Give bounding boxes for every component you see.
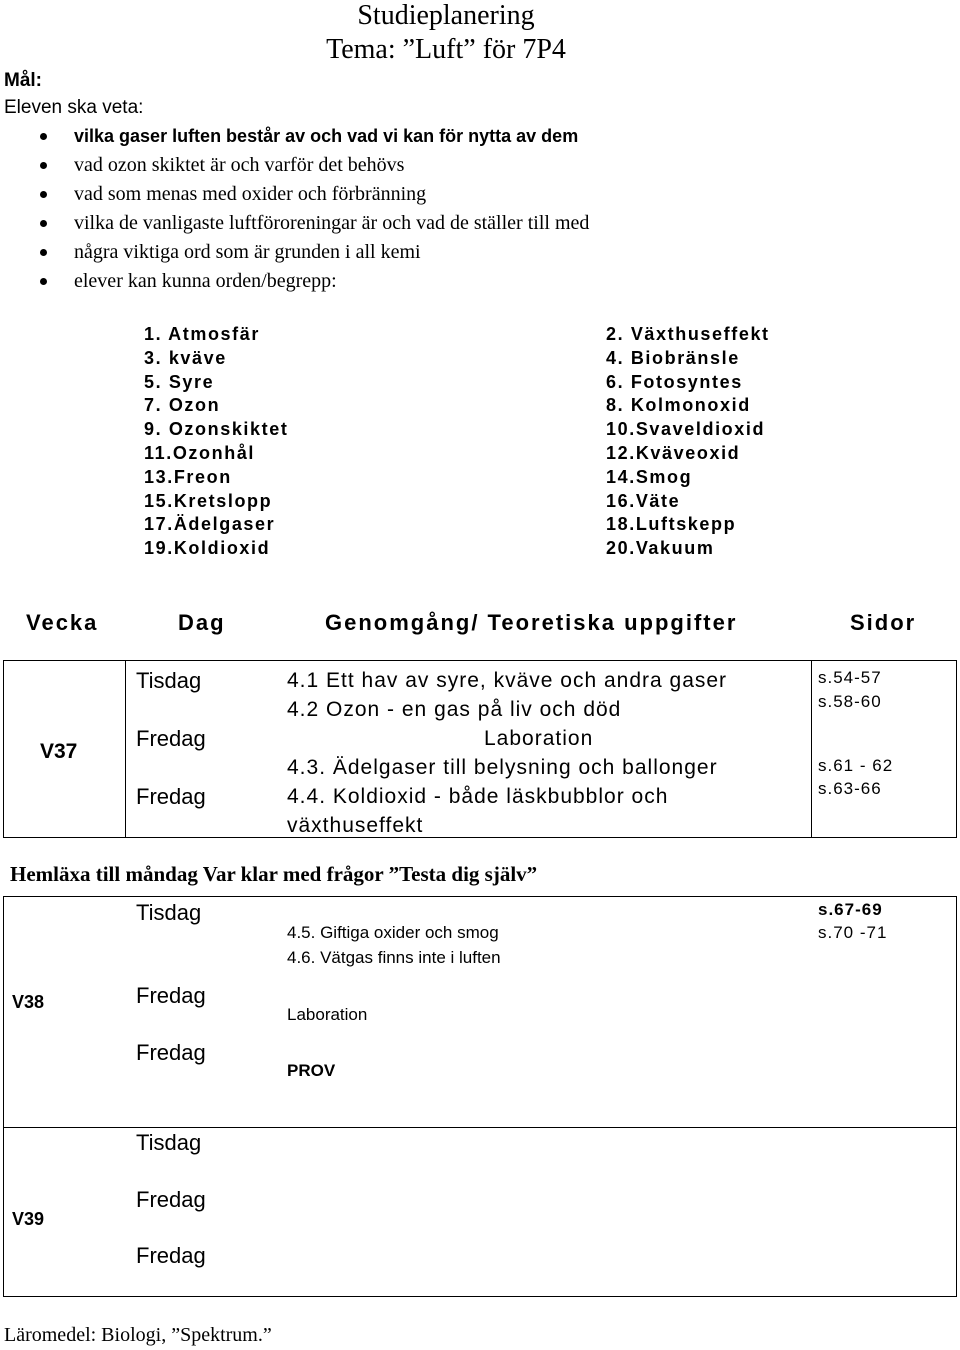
day-label: Tisdag bbox=[136, 900, 202, 925]
bullet-icon bbox=[40, 191, 47, 198]
terms-left-column bbox=[144, 323, 288, 561]
table-border bbox=[956, 660, 957, 838]
lesson-topic: 4.6. Vätgas finns inte i luften bbox=[287, 948, 501, 967]
day-label: Fredag bbox=[136, 1243, 206, 1268]
week-label: V38 bbox=[12, 992, 45, 1012]
week-label: V37 bbox=[40, 740, 78, 763]
term-item: 3. kväve bbox=[144, 347, 227, 368]
table-border bbox=[3, 896, 957, 897]
page-range: s.58-60 bbox=[818, 692, 882, 711]
table-border bbox=[956, 896, 957, 1297]
column-header-topic: Genomgång/ Teoretiska uppgifter bbox=[325, 610, 738, 635]
lesson-topic: Laboration bbox=[484, 727, 594, 750]
term-item: 15.Kretslopp bbox=[144, 490, 273, 511]
bullet-icon bbox=[40, 162, 47, 169]
lesson-topic: 4.2 Ozon - en gas på liv och död bbox=[287, 698, 622, 721]
day-label: Tisdag bbox=[136, 668, 202, 693]
day-label: Tisdag bbox=[136, 1130, 202, 1155]
exam-label: PROV bbox=[287, 1061, 336, 1080]
page-range: s.54-57 bbox=[818, 668, 882, 687]
term-item: 6. Fotosyntes bbox=[606, 371, 743, 392]
term-item: 11.Ozonhål bbox=[144, 442, 256, 463]
term-item: 7. Ozon bbox=[144, 395, 221, 416]
term-item: 16.Väte bbox=[606, 490, 681, 511]
page-range: s.70 -71 bbox=[818, 923, 888, 942]
terms-right-column bbox=[606, 323, 770, 561]
lesson-topic: Laboration bbox=[287, 1005, 368, 1024]
term-item: 2. Växthuseffekt bbox=[606, 324, 770, 344]
bullet-icon bbox=[40, 249, 47, 256]
goal-item: vilka gaser luften består av och vad vi kan för nytta av dem bbox=[0, 122, 589, 151]
column-header-day: Dag bbox=[178, 610, 226, 635]
term-item: 17.Ädelgaser bbox=[144, 514, 276, 535]
day-label: Fredag bbox=[136, 784, 206, 809]
goal-item: vilka de vanligaste luftföroreningar är och vad de ställer till med bbox=[0, 209, 589, 238]
term-item: 20.Vakuum bbox=[606, 538, 715, 559]
table-border bbox=[3, 1296, 957, 1297]
term-item: 18.Luftskepp bbox=[606, 514, 737, 535]
day-label: Fredag bbox=[136, 1187, 206, 1212]
table-border bbox=[3, 837, 957, 838]
goal-item: vad som menas med oxider och förbränning bbox=[0, 180, 589, 209]
day-label: Fredag bbox=[136, 983, 206, 1008]
term-item: 13.Freon bbox=[144, 466, 232, 487]
table-border bbox=[3, 896, 4, 1297]
table-border bbox=[3, 1127, 957, 1128]
term-item: 14.Smog bbox=[606, 466, 693, 487]
bullet-icon bbox=[40, 133, 47, 140]
lesson-topic: växthuseffekt bbox=[287, 814, 424, 837]
term-item: 4. Biobränsle bbox=[606, 347, 740, 368]
table-border bbox=[125, 660, 126, 838]
term-item: 8. Kolmonoxid bbox=[606, 395, 751, 416]
term-item: 19.Koldioxid bbox=[144, 538, 271, 559]
page-title: Studieplanering bbox=[357, 0, 535, 31]
lesson-topic: 4.1 Ett hav av syre, kväve och andra gaser bbox=[287, 669, 728, 692]
goal-item: elever kan kunna orden/begrepp: bbox=[0, 267, 589, 296]
homework-note: Hemläxa till måndag Var klar med frågor ”Testa dig själv” bbox=[10, 862, 538, 886]
week-label: V39 bbox=[12, 1209, 45, 1229]
goal-item: några viktiga ord som är grunden i all kemi bbox=[0, 238, 589, 267]
term-item: 10.Svaveldioxid bbox=[606, 419, 766, 440]
term-item: 9. Ozonskiktet bbox=[144, 419, 289, 440]
lesson-topic: 4.4. Koldioxid - både läskbubblor och bbox=[287, 785, 669, 808]
table-border bbox=[3, 660, 4, 838]
goal-item: vad ozon skiktet är och varför det behövs bbox=[0, 151, 589, 180]
day-label: Fredag bbox=[136, 1040, 206, 1065]
footer-textbook: Läromedel: Biologi, ”Spektrum.” bbox=[4, 1324, 272, 1346]
page-subtitle: Tema: ”Luft” för 7P4 bbox=[326, 34, 566, 65]
table-border bbox=[811, 660, 812, 838]
goals-label: Mål: bbox=[4, 70, 42, 91]
term-item: 5. Syre bbox=[144, 371, 215, 392]
column-header-week: Vecka bbox=[26, 610, 99, 635]
day-label: Fredag bbox=[136, 726, 206, 751]
lesson-topic: 4.5. Giftiga oxider och smog bbox=[287, 923, 499, 942]
goals-intro: Eleven ska veta: bbox=[4, 97, 144, 118]
page-range: s.61 - 62 bbox=[818, 756, 894, 775]
goals-list bbox=[0, 122, 589, 296]
bullet-icon bbox=[40, 220, 47, 227]
bullet-icon bbox=[40, 278, 47, 285]
table-border bbox=[3, 660, 957, 661]
page-range: s.63-66 bbox=[818, 779, 882, 798]
column-header-pages: Sidor bbox=[850, 610, 917, 635]
term-item: 12.Kväveoxid bbox=[606, 442, 741, 463]
page-range: s.67-69 bbox=[818, 900, 883, 919]
term-item: 1. Atmosfär bbox=[144, 324, 260, 344]
lesson-topic: 4.3. Ädelgaser till belysning och ballonger bbox=[287, 756, 718, 779]
